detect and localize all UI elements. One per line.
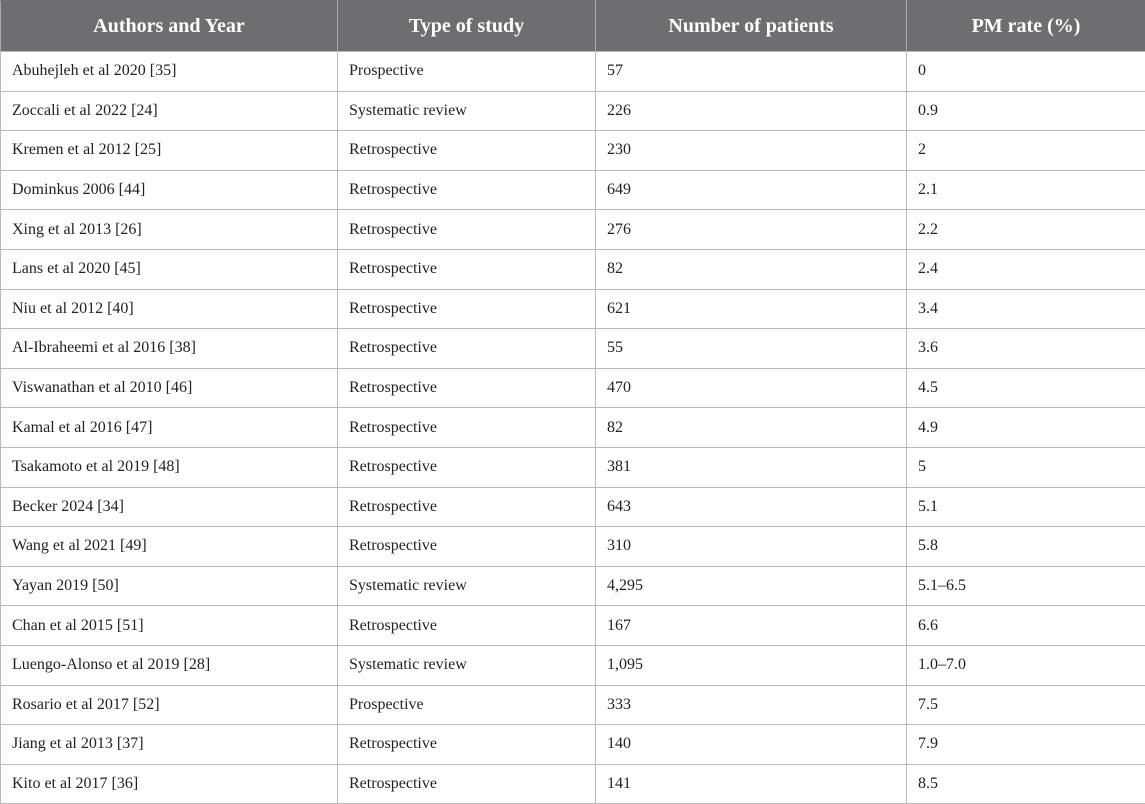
cell-pm-rate: 5.1–6.5: [907, 566, 1145, 606]
table-row: [1, 131, 1145, 171]
cell-authors-year: Xing et al 2013 [26]: [1, 210, 338, 250]
cell-type-of-study: Retrospective: [338, 289, 596, 329]
table-row: [1, 249, 1145, 289]
table-row: [1, 368, 1145, 408]
cell-type-of-study: Retrospective: [338, 606, 596, 646]
cell-authors-year: Lans et al 2020 [45]: [1, 249, 338, 289]
header-pm-rate: PM rate (%): [907, 1, 1145, 52]
cell-pm-rate: 3.4: [907, 289, 1145, 329]
cell-type-of-study: Retrospective: [338, 368, 596, 408]
cell-authors-year: Chan et al 2015 [51]: [1, 606, 338, 646]
cell-type-of-study: Prospective: [338, 685, 596, 725]
cell-pm-rate: 7.9: [907, 725, 1145, 765]
cell-pm-rate: 4.9: [907, 408, 1145, 448]
cell-number-of-patients: 230: [596, 131, 907, 171]
table-row: [1, 527, 1145, 567]
cell-number-of-patients: 643: [596, 487, 907, 527]
cell-type-of-study: Retrospective: [338, 447, 596, 487]
cell-pm-rate: 5.8: [907, 527, 1145, 567]
cell-pm-rate: 1.0–7.0: [907, 645, 1145, 685]
cell-authors-year: Abuhejleh et al 2020 [35]: [1, 52, 338, 92]
cell-pm-rate: 4.5: [907, 368, 1145, 408]
cell-pm-rate: 2.1: [907, 170, 1145, 210]
cell-authors-year: Rosario et al 2017 [52]: [1, 685, 338, 725]
cell-type-of-study: Retrospective: [338, 210, 596, 250]
cell-pm-rate: 3.6: [907, 329, 1145, 369]
cell-authors-year: Viswanathan et al 2010 [46]: [1, 368, 338, 408]
table-row: [1, 289, 1145, 329]
cell-authors-year: Tsakamoto et al 2019 [48]: [1, 447, 338, 487]
cell-authors-year: Kito et al 2017 [36]: [1, 764, 338, 804]
table-row: [1, 52, 1145, 92]
cell-authors-year: Zoccali et al 2022 [24]: [1, 91, 338, 131]
cell-number-of-patients: 82: [596, 249, 907, 289]
cell-type-of-study: Retrospective: [338, 170, 596, 210]
table-row: [1, 606, 1145, 646]
cell-number-of-patients: 621: [596, 289, 907, 329]
cell-pm-rate: 2.2: [907, 210, 1145, 250]
cell-type-of-study: Retrospective: [338, 764, 596, 804]
table-row: [1, 487, 1145, 527]
cell-type-of-study: Systematic review: [338, 91, 596, 131]
cell-number-of-patients: 649: [596, 170, 907, 210]
cell-number-of-patients: 310: [596, 527, 907, 567]
cell-type-of-study: Retrospective: [338, 725, 596, 765]
cell-type-of-study: Retrospective: [338, 329, 596, 369]
cell-pm-rate: 0.9: [907, 91, 1145, 131]
cell-authors-year: Yayan 2019 [50]: [1, 566, 338, 606]
cell-pm-rate: 8.5: [907, 764, 1145, 804]
cell-number-of-patients: 276: [596, 210, 907, 250]
cell-pm-rate: 0: [907, 52, 1145, 92]
cell-type-of-study: Systematic review: [338, 566, 596, 606]
cell-number-of-patients: 470: [596, 368, 907, 408]
cell-authors-year: Niu et al 2012 [40]: [1, 289, 338, 329]
cell-authors-year: Luengo-Alonso et al 2019 [28]: [1, 645, 338, 685]
cell-pm-rate: 6.6: [907, 606, 1145, 646]
cell-type-of-study: Retrospective: [338, 131, 596, 171]
cell-number-of-patients: 167: [596, 606, 907, 646]
table-row: [1, 685, 1145, 725]
cell-authors-year: Jiang et al 2013 [37]: [1, 725, 338, 765]
cell-authors-year: Becker 2024 [34]: [1, 487, 338, 527]
table-row: [1, 210, 1145, 250]
cell-type-of-study: Retrospective: [338, 249, 596, 289]
cell-number-of-patients: 140: [596, 725, 907, 765]
cell-type-of-study: Retrospective: [338, 527, 596, 567]
cell-pm-rate: 2.4: [907, 249, 1145, 289]
cell-number-of-patients: 381: [596, 447, 907, 487]
table-row: [1, 91, 1145, 131]
table-body: [1, 52, 1145, 804]
cell-number-of-patients: 82: [596, 408, 907, 448]
cell-authors-year: Dominkus 2006 [44]: [1, 170, 338, 210]
table-header: [1, 1, 1145, 52]
cell-pm-rate: 2: [907, 131, 1145, 171]
cell-authors-year: Kremen et al 2012 [25]: [1, 131, 338, 171]
cell-authors-year: Wang et al 2021 [49]: [1, 527, 338, 567]
table-row: [1, 329, 1145, 369]
cell-type-of-study: Systematic review: [338, 645, 596, 685]
table-row: [1, 764, 1145, 804]
cell-number-of-patients: 55: [596, 329, 907, 369]
cell-type-of-study: Prospective: [338, 52, 596, 92]
header-type-of-study: Type of study: [338, 1, 596, 52]
table-row: [1, 447, 1145, 487]
header-authors-year: Authors and Year: [1, 1, 338, 52]
cell-number-of-patients: 4,295: [596, 566, 907, 606]
table-row: [1, 170, 1145, 210]
header-number-of-patients: Number of patients: [596, 1, 907, 52]
cell-number-of-patients: 226: [596, 91, 907, 131]
cell-authors-year: Al-Ibraheemi et al 2016 [38]: [1, 329, 338, 369]
cell-type-of-study: Retrospective: [338, 487, 596, 527]
cell-number-of-patients: 333: [596, 685, 907, 725]
table-row: [1, 566, 1145, 606]
cell-number-of-patients: 57: [596, 52, 907, 92]
cell-pm-rate: 5.1: [907, 487, 1145, 527]
cell-number-of-patients: 141: [596, 764, 907, 804]
table-row: [1, 645, 1145, 685]
cell-number-of-patients: 1,095: [596, 645, 907, 685]
header-row: [1, 1, 1145, 52]
table-row: [1, 408, 1145, 448]
table-row: [1, 725, 1145, 765]
cell-pm-rate: 7.5: [907, 685, 1145, 725]
cell-pm-rate: 5: [907, 447, 1145, 487]
cell-type-of-study: Retrospective: [338, 408, 596, 448]
cell-authors-year: Kamal et al 2016 [47]: [1, 408, 338, 448]
